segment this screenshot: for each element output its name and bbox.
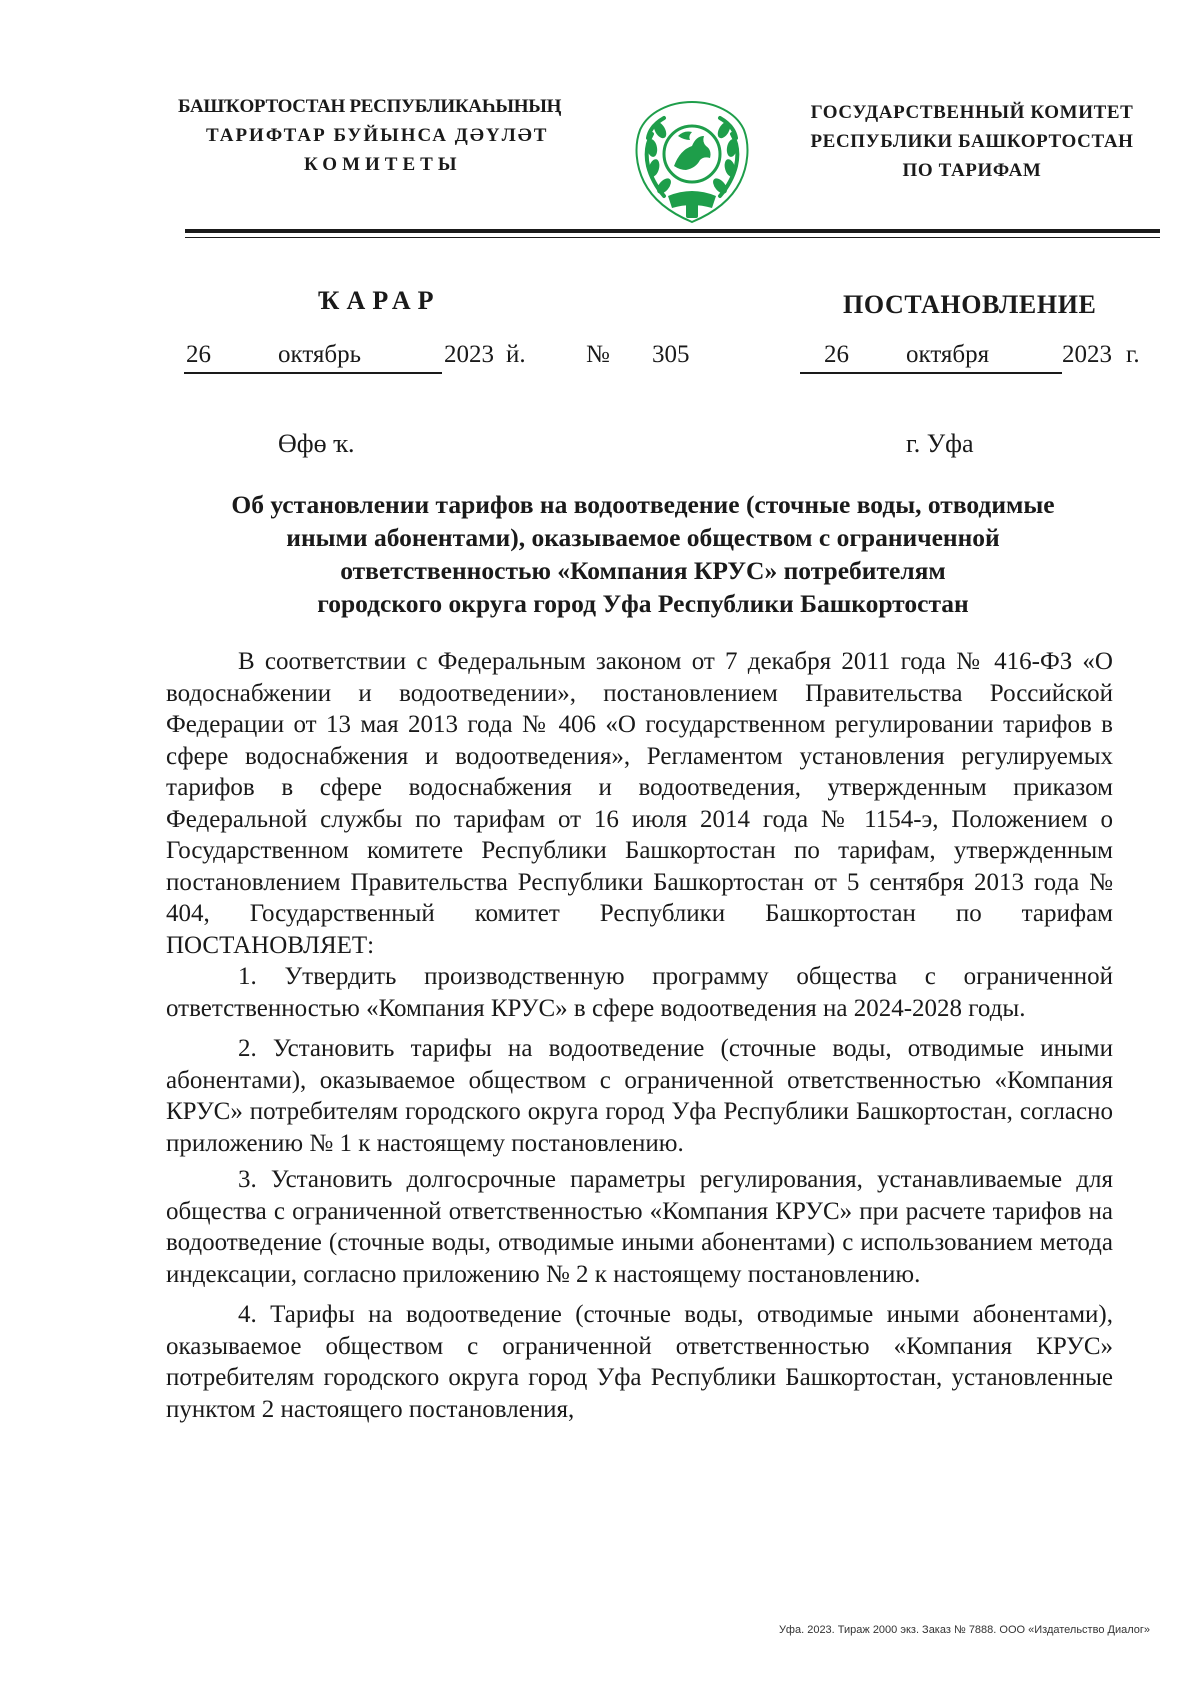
date-right-month: октября xyxy=(906,341,990,368)
doc-type-bashkir: ҠАРАР xyxy=(318,286,441,315)
date-left-month: октябрь xyxy=(278,341,362,368)
date-right-year: 2023 xyxy=(1062,341,1112,368)
header-divider-thick xyxy=(185,229,1160,233)
header-russian xyxy=(782,98,1162,185)
decree-title-line3: ответственностью «Компания КРУС» потребителям xyxy=(340,556,946,585)
place-bashkir: Өфө ҡ. xyxy=(278,429,355,458)
decree-number-sign: № xyxy=(586,341,610,368)
decree-title-line4: городского округа город Уфа Республики Башкортостан xyxy=(317,589,969,618)
header-bashkir xyxy=(178,92,598,179)
header-bashkir-line3: КОМИТЕТЫ xyxy=(304,154,462,175)
body-paragraph-preamble: В соответствии с Федеральным законом от 7 декабря 2011 года № 416-ФЗ «О водоснабжении и водоотведении», постановлением Правительства Российской Федерации от 13 мая 2013 года № 406 «О государственном регулировании тарифов в сфере водоснабжения и водоотведения», Регламентом установления регулируемых тарифов в сфере водоснабжения и водоотведения, утвержденным приказом Федеральной службы по тарифам от 16 июля 2014 года № 1154-э, Положением о Государственном комитете Республики Башкортостан по тарифам, утвержденным постановлением Правительства Республики Башкортостан от 5 сентября 2013 года № 404, Государственный комитет Республики Башкортостан по тарифам ПОСТАНОВЛЯЕТ: xyxy=(166,648,1113,959)
body-paragraph-item3: 3. Установить долгосрочные параметры регулирования, устанавливаемые для общества с ограниченной ответственностью «Компания КРУС» при расчете тарифов на водоотведение (сточные воды, отводимые иными абонентами) с использованием метода индексации, согласно приложению № 2 к настоящему постановлению. xyxy=(166,1166,1113,1288)
place-russian: г. Уфа xyxy=(906,429,974,458)
body-paragraph-item4: 4. Тарифы на водоотведение (сточные воды, отводимые иными абонентами), оказываемое обществом с ограниченной ответственностью «Компания КРУС» потребителям городского округа город Уфа Республики Башкортостан, установленные пунктом 2 настоящего постановления, xyxy=(166,1301,1113,1423)
decree-body xyxy=(166,646,1113,1425)
print-imprint-footer: Уфа. 2023. Тираж 2000 экз. Заказ № 7888. ООО «Издательство Диалог» xyxy=(778,1624,1150,1636)
decree-number: 305 xyxy=(652,341,690,368)
body-paragraph-item1: 1. Утвердить производственную программу общества с ограниченной ответственностью «Компания КРУС» в сфере водоотведения на 2024-2028 годы. xyxy=(166,963,1113,1022)
body-paragraph-item2: 2. Установить тарифы на водоотведение (сточные воды, отводимые иными абонентами), оказываемое обществом с ограниченной ответственностью «Компания КРУС» потребителям городского округа город Уфа Республики Башкортостан, согласно приложению № 1 к настоящему постановлению. xyxy=(166,1035,1113,1157)
header-russian-line1: ГОСУДАРСТВЕННЫЙ КОМИТЕТ xyxy=(810,102,1134,123)
doc-type-russian: ПОСТАНОВЛЕНИЕ xyxy=(843,290,1097,319)
date-right-suffix: г. xyxy=(1126,341,1140,368)
decree-title-line1: Об установлении тарифов на водоотведение (сточные воды, отводимые xyxy=(231,490,1055,519)
decree-title-line2: иными абонентами), оказываемое обществом с ограниченной xyxy=(286,523,1000,552)
header-russian-line2: РЕСПУБЛИКИ БАШКОРТОСТАН xyxy=(810,131,1134,152)
date-left-suffix: й. xyxy=(506,341,526,368)
date-left-day: 26 xyxy=(186,341,211,368)
date-left-year: 2023 xyxy=(444,341,494,368)
coat-of-arms-emblem xyxy=(630,96,754,228)
header-russian-line3: ПО ТАРИФАМ xyxy=(902,160,1042,181)
header-divider-thin xyxy=(185,237,1160,238)
decree-title xyxy=(168,488,1118,620)
date-right-day: 26 xyxy=(824,341,849,368)
header-bashkir-line1: БАШҠОРТОСТАН РЕСПУБЛИКАҺЫНЫҢ xyxy=(178,96,562,117)
header-bashkir-line2: ТАРИФТАР БУЙЫНСА ДӘҮЛӘТ xyxy=(206,125,549,146)
